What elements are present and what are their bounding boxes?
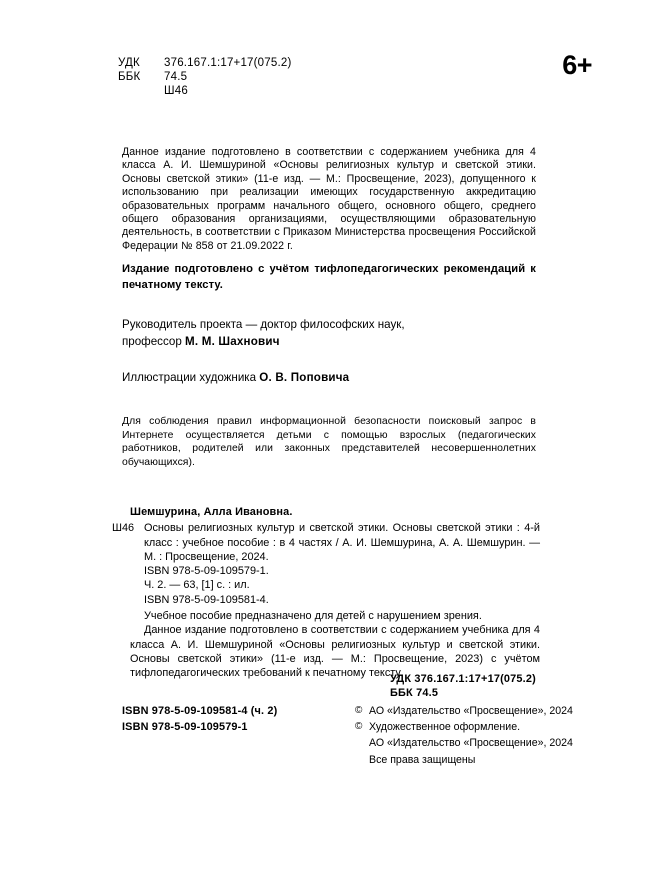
biblio-description: Основы религиозных культур и светской этики. Основы светской этики : 4-й класс : учебное пособие : в 4 частях / А. И. Шемшурина, А. А. Шемшурин. — М. : Просвещение, 2024. [144,522,540,563]
isbn-footer-line-1: ISBN 978-5-09-109581-4 (ч. 2) [122,705,278,717]
tiflopedagogical-note-block [122,262,536,293]
illustrator-credit [122,369,542,386]
classification-codes-bottom [390,672,536,700]
isbn-footer-line-2: ISBN 978-5-09-109579-1 [122,721,248,734]
biblio-author: Шемшурина, Алла Ивановна. [130,506,293,518]
copyright-mark-icon-2: © [355,721,363,733]
biblio-isbn-main: ISBN 978-5-09-109579-1. [144,565,269,578]
biblio-part-statement: Ч. 2. — 63, [1] с. : ил. [144,579,250,592]
bbk-bottom-line: ББК 74.5 [389,687,439,699]
copyright-block [355,703,573,768]
udk-value: 376.167.1:17+17(075.2) [164,57,292,69]
illustrator-prefix: Иллюстрации художника [122,371,260,384]
biblio-isbn-part: ISBN 978-5-09-109581-4. [144,593,269,606]
copyright-row-1 [355,703,573,719]
biblio-note-source-text: Данное издание подготовлено в соответствии с содержанием учебника для 4 класса А. И. Шемшуриной «Основы религиозных культур и светской этики. Основы светской этики» (11-е изд. — М.: Просвещение, 2023) с учётом тифлопедагогических требований к печатному тексту. [130,624,540,680]
biblio-note-vision [130,609,540,623]
classification-row-author-code [118,84,292,98]
project-lead-role-prefix: профессор [122,335,186,348]
udk-label: УДК [118,57,140,69]
bibliographic-record [112,505,540,681]
copyright-mark-icon: © [355,705,363,716]
classification-row-bbk [118,70,292,84]
illustrator-line [122,369,542,386]
biblio-main-entry [112,521,540,564]
author-code-label [118,84,164,98]
project-lead-credit [122,316,542,350]
project-lead-line2 [122,333,542,350]
copyright-row-4 [355,752,573,768]
udk-bottom-line: УДК 376.167.1:17+17(075.2) [389,673,536,685]
copyright-mark-spacer-3 [355,735,369,751]
intro-paragraph-block [122,146,536,253]
copyright-row-2 [355,719,573,735]
copyright-row-3 [355,735,573,751]
author-code-value: Ш46 [164,85,188,97]
isbn-footer-list [122,703,277,735]
copyright-text-2: Художественное оформление. [369,721,521,734]
copyright-text-3: АО «Издательство «Просвещение», 2024 [369,737,573,750]
biblio-note-vision-text: Учебное пособие предназначено для детей с нарушением зрения. [144,610,482,623]
tiflopedagogical-note-text: Издание подготовлено с учётом тифлопедагогических рекомендаций к печатному тексту. [122,263,536,291]
age-rating-mark: 6+ [562,50,592,80]
bbk-label: ББК [118,71,141,83]
copyright-text-4: Все права защищены [369,753,476,766]
internet-safety-note-text: Для соблюдения правил информационной безопасности поисковый запрос в Интернете осуществляется детьми с помощью взрослых (педагогических работников, родителей или законных представителей несовершеннолетних обучающихся). [122,416,536,468]
project-lead-name: М. М. Шахнович [185,335,280,348]
intro-paragraph-text: Данное издание подготовлено в соответствии с содержанием учебника для 4 класса А. И. Шемшуриной «Основы религиозных культур и светской этики. Основы светской этики» (11-е изд. — М.: Просвещение, 2023), допущенного к использованию при реализации имеющих государственную аккредитацию образовательных программ начального общего, основного общего, среднего общего образования организациями, осуществляющими образовательную деятельность, в соответствии с Приказом Министерства просвещения Российской Федерации № 858 от 21.09.2022 г. [122,146,536,252]
biblio-shelf-code: Ш46 [112,522,135,535]
illustrator-name: О. В. Поповича [259,371,350,384]
project-lead-line1: Руководитель проекта — доктор философских наук, [122,318,405,331]
classification-row-udk [118,56,292,70]
classification-codes-top [118,56,292,98]
copyright-text-1: АО «Издательство «Просвещение», 2024 [369,705,573,717]
copyright-mark-spacer-4 [355,752,369,768]
bbk-value: 74.5 [164,71,188,83]
internet-safety-note-block [122,415,536,469]
